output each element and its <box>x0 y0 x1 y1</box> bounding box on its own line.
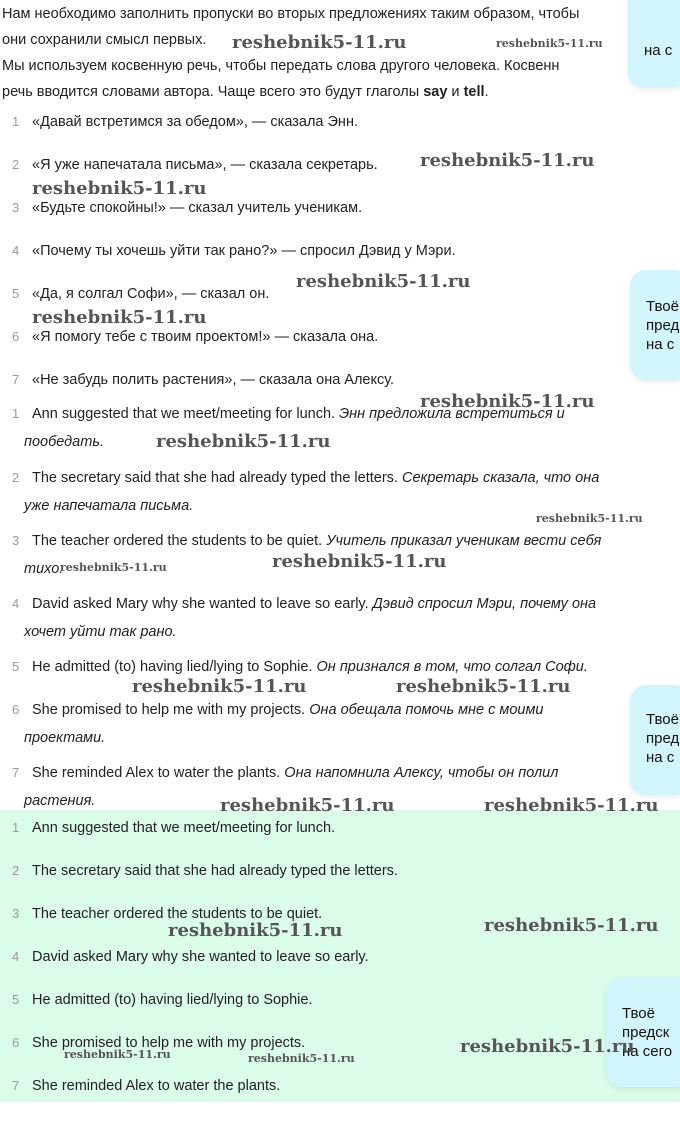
item-number: 6 <box>12 329 20 344</box>
exercise-item: «Да, я солгал Софи», — сказал он. <box>32 286 270 302</box>
item-number: 4 <box>12 243 20 258</box>
item-number: 7 <box>12 1078 20 1093</box>
watermark: reshebnik5-11.ru <box>132 676 307 697</box>
answer-translation-cont: растения. <box>24 793 96 809</box>
answer-translation-cont: тихо. <box>24 561 64 577</box>
answer-translation: Он признался в том, что солгал Софи. <box>316 659 588 675</box>
answer-item <box>32 596 596 612</box>
item-number: 6 <box>12 1035 20 1050</box>
answer-translation-cont: пообедать. <box>24 434 104 450</box>
item-number: 1 <box>12 114 20 129</box>
item-number: 5 <box>12 659 20 674</box>
popup-text: пред <box>646 317 680 334</box>
watermark: reshebnik5-11.ru <box>60 561 167 574</box>
exercise-item: «Я уже напечатала письма», — сказала секретарь. <box>32 157 378 173</box>
answer-text: She promised to help me with my projects. <box>32 702 310 718</box>
answer-translation: Секретарь сказала, что она <box>401 470 600 486</box>
answer-item <box>32 765 558 781</box>
popup-text: Твоё <box>646 298 679 315</box>
watermark: reshebnik5-11.ru <box>496 37 603 50</box>
answer-item: She reminded Alex to water the plants. <box>32 1078 281 1094</box>
item-number: 3 <box>12 200 20 215</box>
watermark: reshebnik5-11.ru <box>64 1048 171 1061</box>
watermark: reshebnik5-11.ru <box>420 391 595 412</box>
intro-line-3: Мы используем косвенную речь, чтобы передать слова другого человека. Косвенн <box>2 58 560 74</box>
intro-period: . <box>484 84 489 100</box>
answer-item <box>32 533 601 549</box>
answer-item <box>32 470 599 486</box>
keyword-say: say <box>423 84 448 100</box>
watermark: reshebnik5-11.ru <box>32 307 207 328</box>
answer-item <box>32 659 588 675</box>
answer-item: He admitted (to) having lied/lying to Sophie. <box>32 992 313 1008</box>
answer-text: Ann suggested that we meet/meeting for lunch. <box>32 406 340 422</box>
item-number: 1 <box>12 820 20 835</box>
answer-text: The secretary said that she had already typed the letters. <box>32 470 402 486</box>
intro-line-2: они сохранили смысл первых. <box>2 32 207 48</box>
popup-text: на с <box>644 42 673 59</box>
exercise-item: «Я помогу тебе с твоим проектом!» — сказала она. <box>32 329 379 345</box>
answer-item: The secretary said that she had already typed the letters. <box>32 863 398 879</box>
popup-text: на с <box>646 749 675 766</box>
watermark: reshebnik5-11.ru <box>396 676 571 697</box>
promo-popup[interactable] <box>628 0 680 88</box>
answer-translation: Дэвид спросил Мэри, почему она <box>372 596 597 612</box>
watermark: reshebnik5-11.ru <box>220 795 395 816</box>
intro-line-4-text: речь вводится словами автора. Чаще всего это будут глаголы <box>2 84 424 100</box>
promo-popup[interactable] <box>630 270 680 380</box>
item-number: 1 <box>12 406 20 421</box>
intro-line-4 <box>2 80 678 105</box>
exercise-item: «Давай встретимся за обедом», — сказала Энн. <box>32 114 358 130</box>
item-number: 3 <box>12 533 20 548</box>
popup-text: на сего <box>622 1043 673 1060</box>
answer-item: She promised to help me with my projects. <box>32 1035 306 1051</box>
answer-translation-cont: уже напечатала письма. <box>24 498 194 514</box>
promo-popup[interactable] <box>606 977 680 1087</box>
item-number: 5 <box>12 286 20 301</box>
watermark: reshebnik5-11.ru <box>484 915 659 936</box>
watermark: reshebnik5-11.ru <box>168 920 343 941</box>
watermark: reshebnik5-11.ru <box>536 512 643 525</box>
intro-and: и <box>447 84 464 100</box>
watermark: reshebnik5-11.ru <box>32 178 207 199</box>
watermark: reshebnik5-11.ru <box>272 551 447 572</box>
exercise-item: «Почему ты хочешь уйти так рано?» — спросил Дэвид у Мэри. <box>32 243 456 259</box>
item-number: 5 <box>12 992 20 1007</box>
item-number: 2 <box>12 863 20 878</box>
answer-text: The teacher ordered the students to be quiet. <box>32 533 327 549</box>
item-number: 4 <box>12 949 20 964</box>
watermark: reshebnik5-11.ru <box>156 431 331 452</box>
item-number: 7 <box>12 372 20 387</box>
popup-text: Твоё <box>622 1005 655 1022</box>
answer-text: She reminded Alex to water the plants. <box>32 765 285 781</box>
item-number: 3 <box>12 906 20 921</box>
answer-translation: Она напомнила Алексу, чтобы он полил <box>284 765 559 781</box>
watermark: reshebnik5-11.ru <box>248 1052 355 1065</box>
answer-translation: Она обещала помочь мне с моими <box>309 702 544 718</box>
exercise-item: «Не забудь полить растения», — сказала она Алексу. <box>32 372 395 388</box>
watermark: reshebnik5-11.ru <box>484 795 659 816</box>
popup-text: пред <box>646 730 680 747</box>
intro-line-1: Нам необходимо заполнить пропуски во вторых предложениях таким образом, чтобы <box>2 6 580 22</box>
popup-text: Твоё <box>646 711 679 728</box>
answer-text: David asked Mary why she wanted to leave so early. <box>32 596 373 612</box>
item-number: 4 <box>12 596 20 611</box>
exercise-item: «Будьте спокойны!» — сказал учитель ученикам. <box>32 200 363 216</box>
answer-item: Ann suggested that we meet/meeting for lunch. <box>32 820 336 836</box>
watermark: reshebnik5-11.ru <box>460 1036 635 1057</box>
item-number: 6 <box>12 702 20 717</box>
watermark: reshebnik5-11.ru <box>420 150 595 171</box>
popup-text: на с <box>646 336 675 353</box>
answer-translation: Энн предложила встретиться и <box>339 406 565 422</box>
answer-item: The teacher ordered the students to be quiet. <box>32 906 323 922</box>
item-number: 7 <box>12 765 20 780</box>
promo-popup[interactable] <box>630 685 680 795</box>
answer-translation-cont: хочет уйти так рано. <box>24 624 177 640</box>
item-number: 2 <box>12 157 20 172</box>
answer-item: David asked Mary why she wanted to leave so early. <box>32 949 369 965</box>
watermark: reshebnik5-11.ru <box>232 32 407 53</box>
answer-translation-cont: проектами. <box>24 730 106 746</box>
popup-text: предск <box>622 1024 670 1041</box>
answer-text: He admitted (to) having lied/lying to Sophie. <box>32 659 317 675</box>
keyword-tell: tell <box>463 84 485 100</box>
watermark: reshebnik5-11.ru <box>296 271 471 292</box>
item-number: 2 <box>12 470 20 485</box>
answer-translation: Учитель приказал ученикам вести себя <box>326 533 602 549</box>
answer-item <box>32 702 543 718</box>
